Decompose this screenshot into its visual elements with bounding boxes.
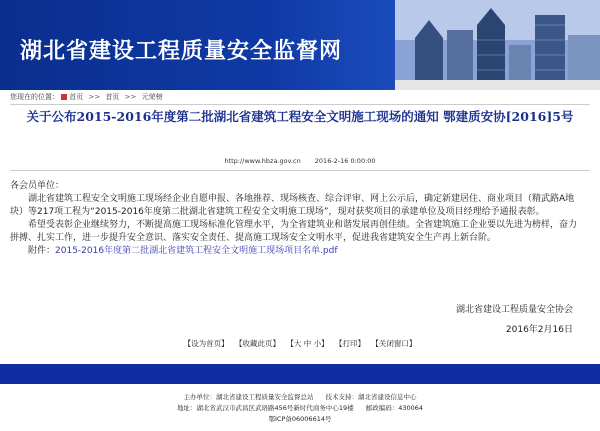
greeting: 各会员单位： <box>10 181 65 191</box>
attachment-line <box>10 245 585 258</box>
breadcrumb-separator: >> <box>124 93 137 101</box>
footer-line-1 <box>0 392 600 403</box>
divider <box>10 170 590 171</box>
print-link[interactable]: 【打印】 <box>335 339 366 348</box>
address: 湖北省武汉市武昌区武珞路456号新时代商务中心19楼 <box>196 404 354 412</box>
article-body <box>10 180 585 258</box>
article-date: 2016-2-16 0:00:00 <box>314 157 376 165</box>
paragraph-1: 湖北省建筑工程安全文明施工现场经企业自愿申报、各地推荐、现场核查、综合评审、网上公示后，确定新建居住、商业项目（精武路A地块）等217项工程为“2015-2016年度第二批湖北省建筑工程安全文明施工现场”，现对获奖项目的承建单位及项目经理给予通报表彰。 <box>10 194 575 217</box>
address-label: 地址： <box>176 404 197 412</box>
sponsor: 湖北省建设工程质量安全监督总站 <box>215 393 314 401</box>
footer <box>0 392 600 425</box>
font-size-link[interactable]: 【大 中 小】 <box>286 339 329 348</box>
sponsor-label: 主办单位： <box>183 393 216 401</box>
postcode: 430064 <box>398 404 424 412</box>
close-window-link[interactable]: 【关闭窗口】 <box>371 339 417 348</box>
attachment-label: 附件： <box>28 246 56 256</box>
footer-line-2 <box>0 403 600 414</box>
article-url: http://www.hbza.gov.cn <box>224 157 301 165</box>
site-title: 湖北省建设工程质量安全监督网 <box>20 39 343 64</box>
breadcrumb-item-home[interactable]: 首页 <box>69 93 84 101</box>
site-banner <box>0 0 600 90</box>
tech-label: 技术支持： <box>325 393 359 401</box>
attachment-link[interactable]: 2015-2016年度第二批湖北省建筑工程安全文明施工现场项目名单.pdf <box>55 246 338 256</box>
bookmark-link[interactable]: 【收藏此页】 <box>234 339 280 348</box>
tech-support: 湖北省建设信息中心 <box>358 393 417 401</box>
paragraph-2: 希望受表彰企业继续努力，不断提高施工现场标准化管理水平，为全省建筑业和谐发展再创佳绩。全省建筑施工企业要以先进为榜样，奋力拼搏、扎实工作，进一步提升安全意识、落实安全责任、提高施工现场安全文明水平，促进我省建筑安全生产再上新台阶。 <box>10 220 578 243</box>
breadcrumb-item-current[interactable]: 元荣榜 <box>141 93 163 101</box>
article-meta <box>0 157 600 165</box>
breadcrumb-prefix: 您现在的位置： <box>10 93 59 101</box>
breadcrumb-separator: >> <box>88 93 101 101</box>
home-icon <box>61 94 67 100</box>
breadcrumb <box>10 92 163 102</box>
signatory: 湖北省建设工程质量安全协会 <box>455 305 573 315</box>
set-homepage-link[interactable]: 【设为首页】 <box>183 339 229 348</box>
icp-number: 鄂ICP备06006614号 <box>268 415 332 423</box>
action-links <box>0 338 600 349</box>
postcode-label: 邮政编码： <box>365 404 399 412</box>
footer-bar <box>0 364 600 384</box>
breadcrumb-item-home-2[interactable]: 首页 <box>105 93 120 101</box>
footer-line-3 <box>0 414 600 425</box>
sign-date: 2016年2月16日 <box>505 325 573 335</box>
signature-block <box>456 300 573 340</box>
skyline-image <box>395 0 600 90</box>
article-title: 关于公布2015-2016年度第二批湖北省建筑工程安全文明施工现场的通知 鄂建质安协[2016]5号 <box>26 109 574 124</box>
divider <box>10 104 590 105</box>
